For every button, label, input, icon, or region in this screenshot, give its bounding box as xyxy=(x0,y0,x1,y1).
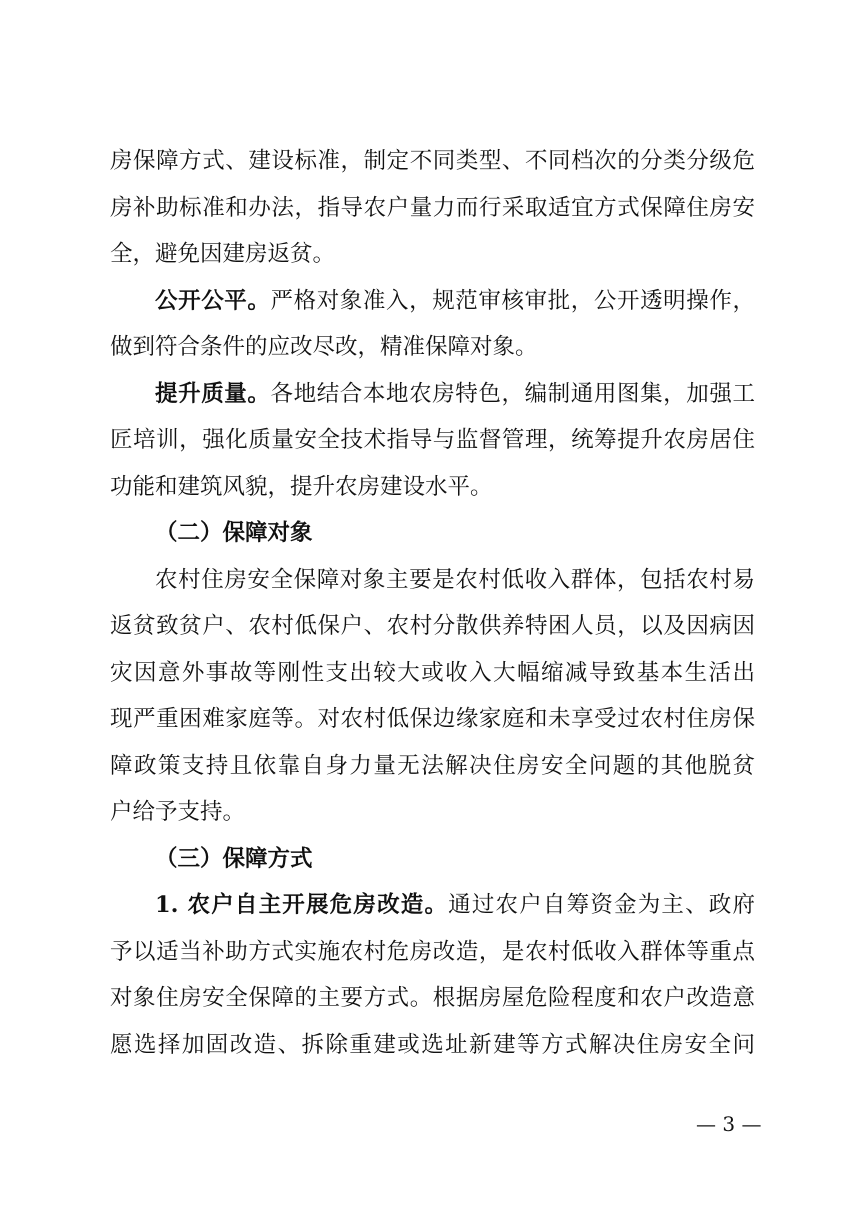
text-span: 严格对象准入，规范审核审批，公开透明操作， xyxy=(270,287,755,314)
paragraph-targets xyxy=(110,557,755,836)
text-line: 功能和建筑风貌，提升农房建设水平。 xyxy=(110,473,493,500)
text-line xyxy=(110,371,755,418)
text-line: 全，避免因建房返贫。 xyxy=(110,241,336,267)
text-line: 房补助标准和办法，指导农户量力而行采取适宜方式保障住房安 xyxy=(110,194,755,221)
document-body xyxy=(110,138,755,1068)
page-number: — 3 — xyxy=(696,1112,762,1136)
text-line: 愿选择加固改造、拆除重建或选址新建等方式解决住房安全问 xyxy=(110,1031,755,1058)
text-line: 匠培训，强化质量安全技术指导与监督管理，统筹提升农房居住 xyxy=(110,427,755,453)
text-line: 灾因意外事故等刚性支出较大或收入大幅缩减导致基本生活出 xyxy=(110,659,755,686)
text-line: 现严重困难家庭等。对农村低保边缘家庭和未享受过农村住房保 xyxy=(110,706,755,732)
text-line xyxy=(110,882,755,929)
paragraph-fairness xyxy=(110,278,755,371)
text-line xyxy=(110,278,755,325)
text-span: 各地结合本地农房特色，编制通用图集，加强工 xyxy=(270,380,755,407)
paragraph-self-renovation xyxy=(110,882,755,1068)
paragraph-lead: 1. 农户自主开展危房改造。 xyxy=(155,892,449,918)
section-heading-methods: （三）保障方式 xyxy=(155,845,313,872)
text-line: 返贫致贫户、农村低保户、农村分散供养特困人员，以及因病因 xyxy=(110,613,755,639)
text-line: 对象住房安全保障的主要方式。根据房屋危险程度和农户改造意 xyxy=(110,985,755,1011)
text-line: 障政策支持且依靠自身力量无法解决住房安全问题的其他脱贫 xyxy=(110,752,755,779)
text-line: 农村住房安全保障对象主要是农村低收入群体，包括农村易 xyxy=(155,566,755,593)
text-line: 房保障方式、建设标准，制定不同类型、不同档次的分类分级危 xyxy=(110,148,755,174)
paragraph-lead: 提升质量。 xyxy=(155,380,271,407)
paragraph-quality xyxy=(110,371,755,511)
text-span: 通过农户自筹资金为主、政府 xyxy=(448,892,755,918)
text-line: 做到符合条件的应改尽改，精准保障对象。 xyxy=(110,334,538,360)
paragraph-lead: 公开公平。 xyxy=(155,287,271,314)
text-line: 予以适当补助方式实施农村危房改造，是农村低收入群体等重点 xyxy=(110,938,755,965)
text-line: 户给予支持。 xyxy=(110,799,246,825)
paragraph-housing-standards xyxy=(110,138,755,278)
section-heading-targets: （二）保障对象 xyxy=(155,520,313,546)
